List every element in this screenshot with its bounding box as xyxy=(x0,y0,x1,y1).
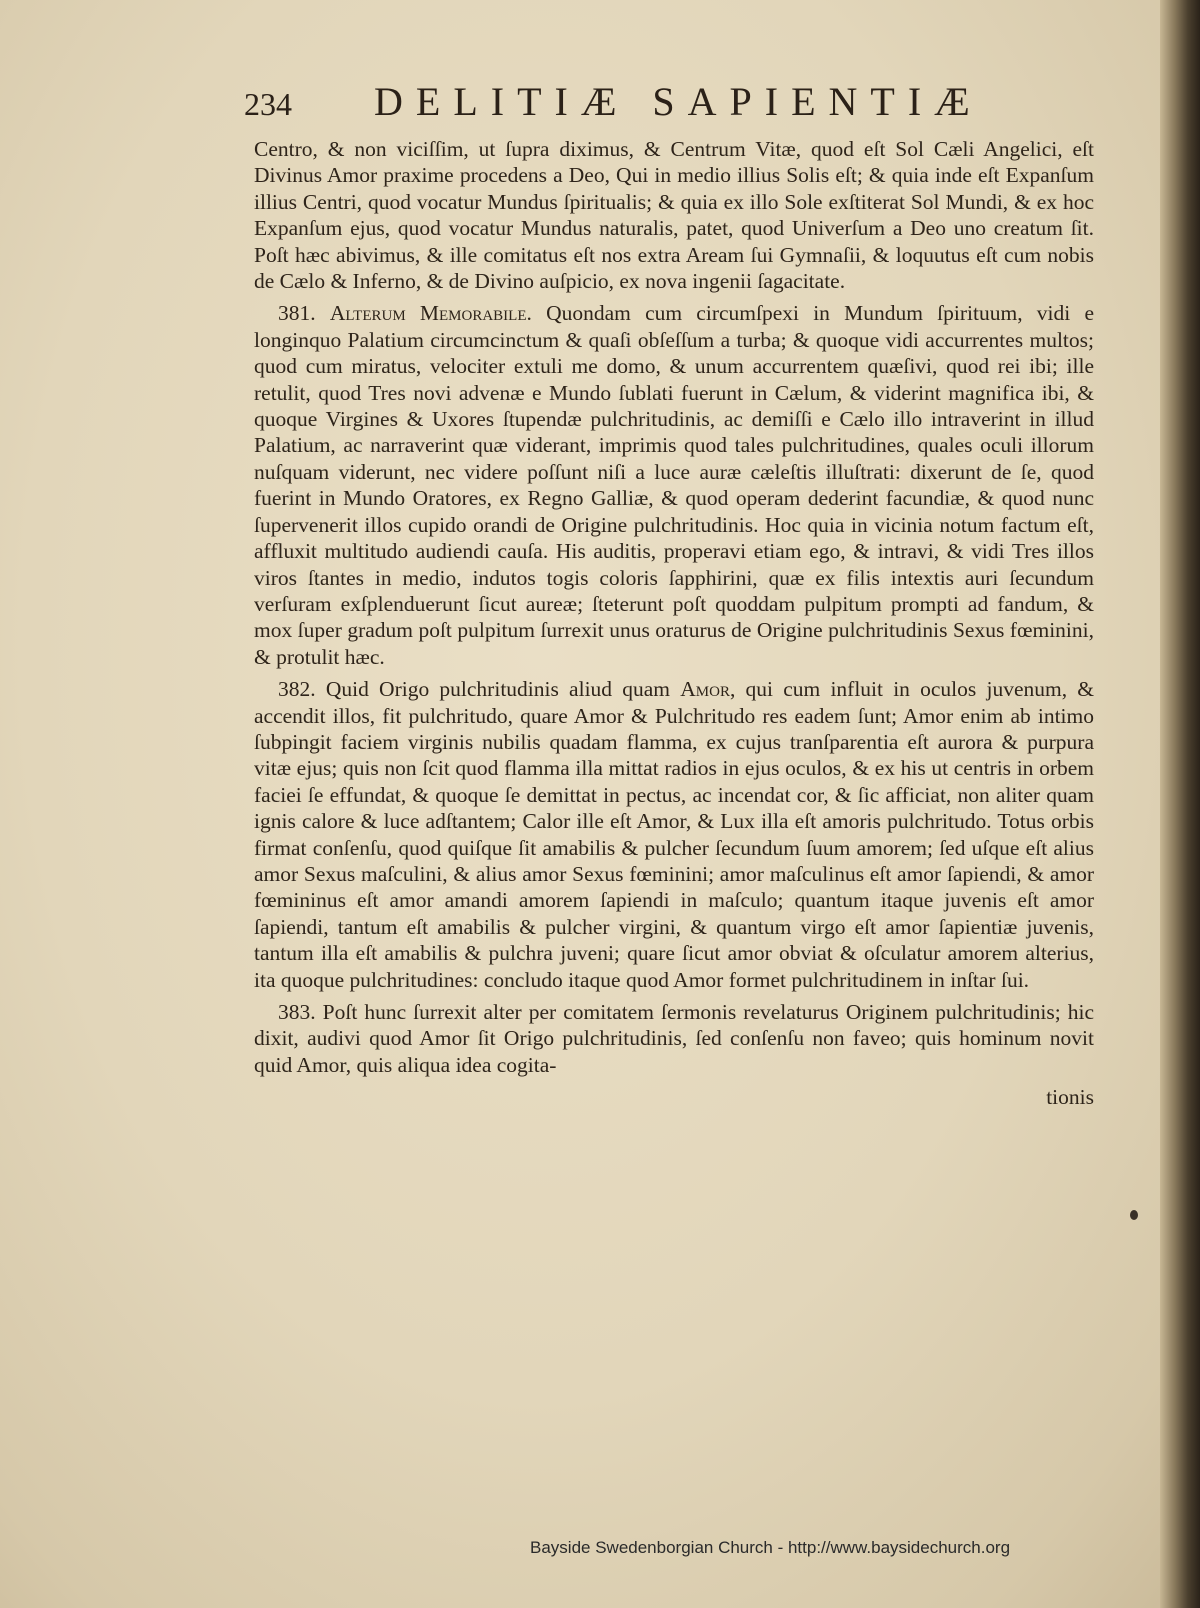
paragraph-383: 383. Poſt hunc ſurrexit alter per comitatem ſermonis revelaturus Originem pulchritudinis; hic dixit, audivi quod Amor ſit Origo pulchritudinis, ſed conſenſu non faveo; quis hominum novit quid Amor, quis aliqua idea cogita- xyxy=(254,1000,1094,1077)
paragraph-381 xyxy=(254,300,1094,670)
page-header xyxy=(244,76,1084,136)
paragraph-text: Quid Origo pulchritudinis aliud quam xyxy=(325,677,671,702)
paragraph-continued: Centro, & non viciſſim, ut ſupra diximus, & Centrum Vitæ, quod eſt Sol Cæli Angelici, eſt Divinus Amor praxime procedens a Deo, Qui in medio illius Solis eſt; & quia inde eſt Expanſum illius Centri, quod vocatur Mundus ſpiritualis; & quia ex illo Sole exſtiterat Sol Mundi, & ex hoc Expanſum ejus, quod vocatur Mundus naturalis, patet, quod Univerſum a Deo uno creatum ſit. Poſt hæc abivimus, & ille comitatus eſt nos extra Aream ſui Gymnaſii, & loquutus eſt cum nobis de Cælo & Inferno, & de Divino auſpicio, ex nova ingenii ſagacitate. xyxy=(254,137,1094,294)
source-watermark: Bayside Swedenborgian Church - http://www.baysidechurch.org xyxy=(530,1538,1011,1557)
paragraph-number: 382. xyxy=(278,677,316,702)
paragraph-text: , qui cum influit in oculos juvenum, & accendit illos, fit pulchritudo, quare Amor & Pulchritudo res eadem ſunt; Amor enim ab intimo ſubpingit faciem virginis nubilis quadam flamma, ex cujus tranſparentia eſt aurora & purpura vitæ ejus; quis non ſcit quod flamma illa mittat radios in ejus oculos, & ex his ut centris in orbem faciei ſe effundat, & quoque ſe demittat in pectus, ac incendat cor, & ſic afficiat, non aliter quam ignis calore & luce adſtantem; Calor ille eſt Amor, & Lux illa eſt amoris pulchritudo. Totus orbis firmat conſenſu, quod quiſque ſit amabilis & pulcher ſecundum ſuum amorem; ſed uſque eſt alius amor Sexus maſculini, & alius amor Sexus fœminini; amor maſculinus eſt amor ſapiendi, & amor fœmininus eſt amor amandi amorem ſapiendi in maſculo; quantum itaque juvenis eſt amor ſapiendi, tantum eſt amabilis & pulcher virgini, & quantum virgo eſt amor ſapientiæ juvenis, tantum illa eſt amabilis & pulchra juveni; quare ſicut amor obviat & oſculatur amorem alterius, ita quoque pulchritudines: concludo itaque quod Amor formet pulchritudinem in inſtar ſui. xyxy=(254,677,1095,992)
amor-smallcaps: Amor xyxy=(680,677,730,702)
binding-edge xyxy=(1160,0,1200,1608)
catchword: tionis xyxy=(1046,1085,1094,1110)
paragraph-382 xyxy=(254,676,1094,993)
memorabile-heading: Alterum Memorabile. xyxy=(329,301,532,326)
ink-speck xyxy=(1130,1210,1138,1220)
body-text xyxy=(254,136,1094,1117)
running-title: DELITIÆ SAPIENTIÆ xyxy=(374,79,983,124)
paragraph-text: Quondam cum circumſpexi in Mundum ſpirituum, vidi e longinquo Palatium circumcinctum & quaſi obſeſſum a turba; & quoque vidi accurrentes multos; quod cum miratus, velociter extuli me domo, & unum accurrentem quæſivi, quod rei ibi; ille retulit, quod Tres novi advenæ e Mundo ſublati fuerunt in Cælum, & viderint magnifica ibi, & quoque Virgines & Uxores ſtupendæ pulchritudinis, ac demiſſi e Cælo illo intraverint in illud Palatium, ac narraverint quæ viderant, imprimis quod tales pulchritudines, quales oculi illorum nuſquam viderunt, nec videre poſſunt niſi a luce auræ cæleſtis illuſtrati: dixerunt de ſe, quod fuerint in Mundo Oratores, ex Regno Galliæ, & quod operam dederint facundiæ, & quod nunc ſupervenerit illos cupido orandi de Origine pulchritudinis. Hoc quia in vicinia notum factum eſt, affluxit multitudo audiendi cauſa. His auditis, properavi etiam ego, & intravi, & vidi Tres illos viros ſtantes in medio, indutos togis coloris ſapphirini, quæ ex filis intextis auri ſecundum verſuram exſplenduerunt ſicut aureæ; ſteterunt poſt quoddam pulpitum prompti ad fandum, & mox ſuper gradum poſt pulpitum ſurrexit unus oraturus de Origine pulchritudinis Sexus fœminini, & protulit hæc. xyxy=(254,301,1094,669)
paragraph-number: 381. xyxy=(278,301,316,326)
page-number: 234 xyxy=(244,86,292,122)
